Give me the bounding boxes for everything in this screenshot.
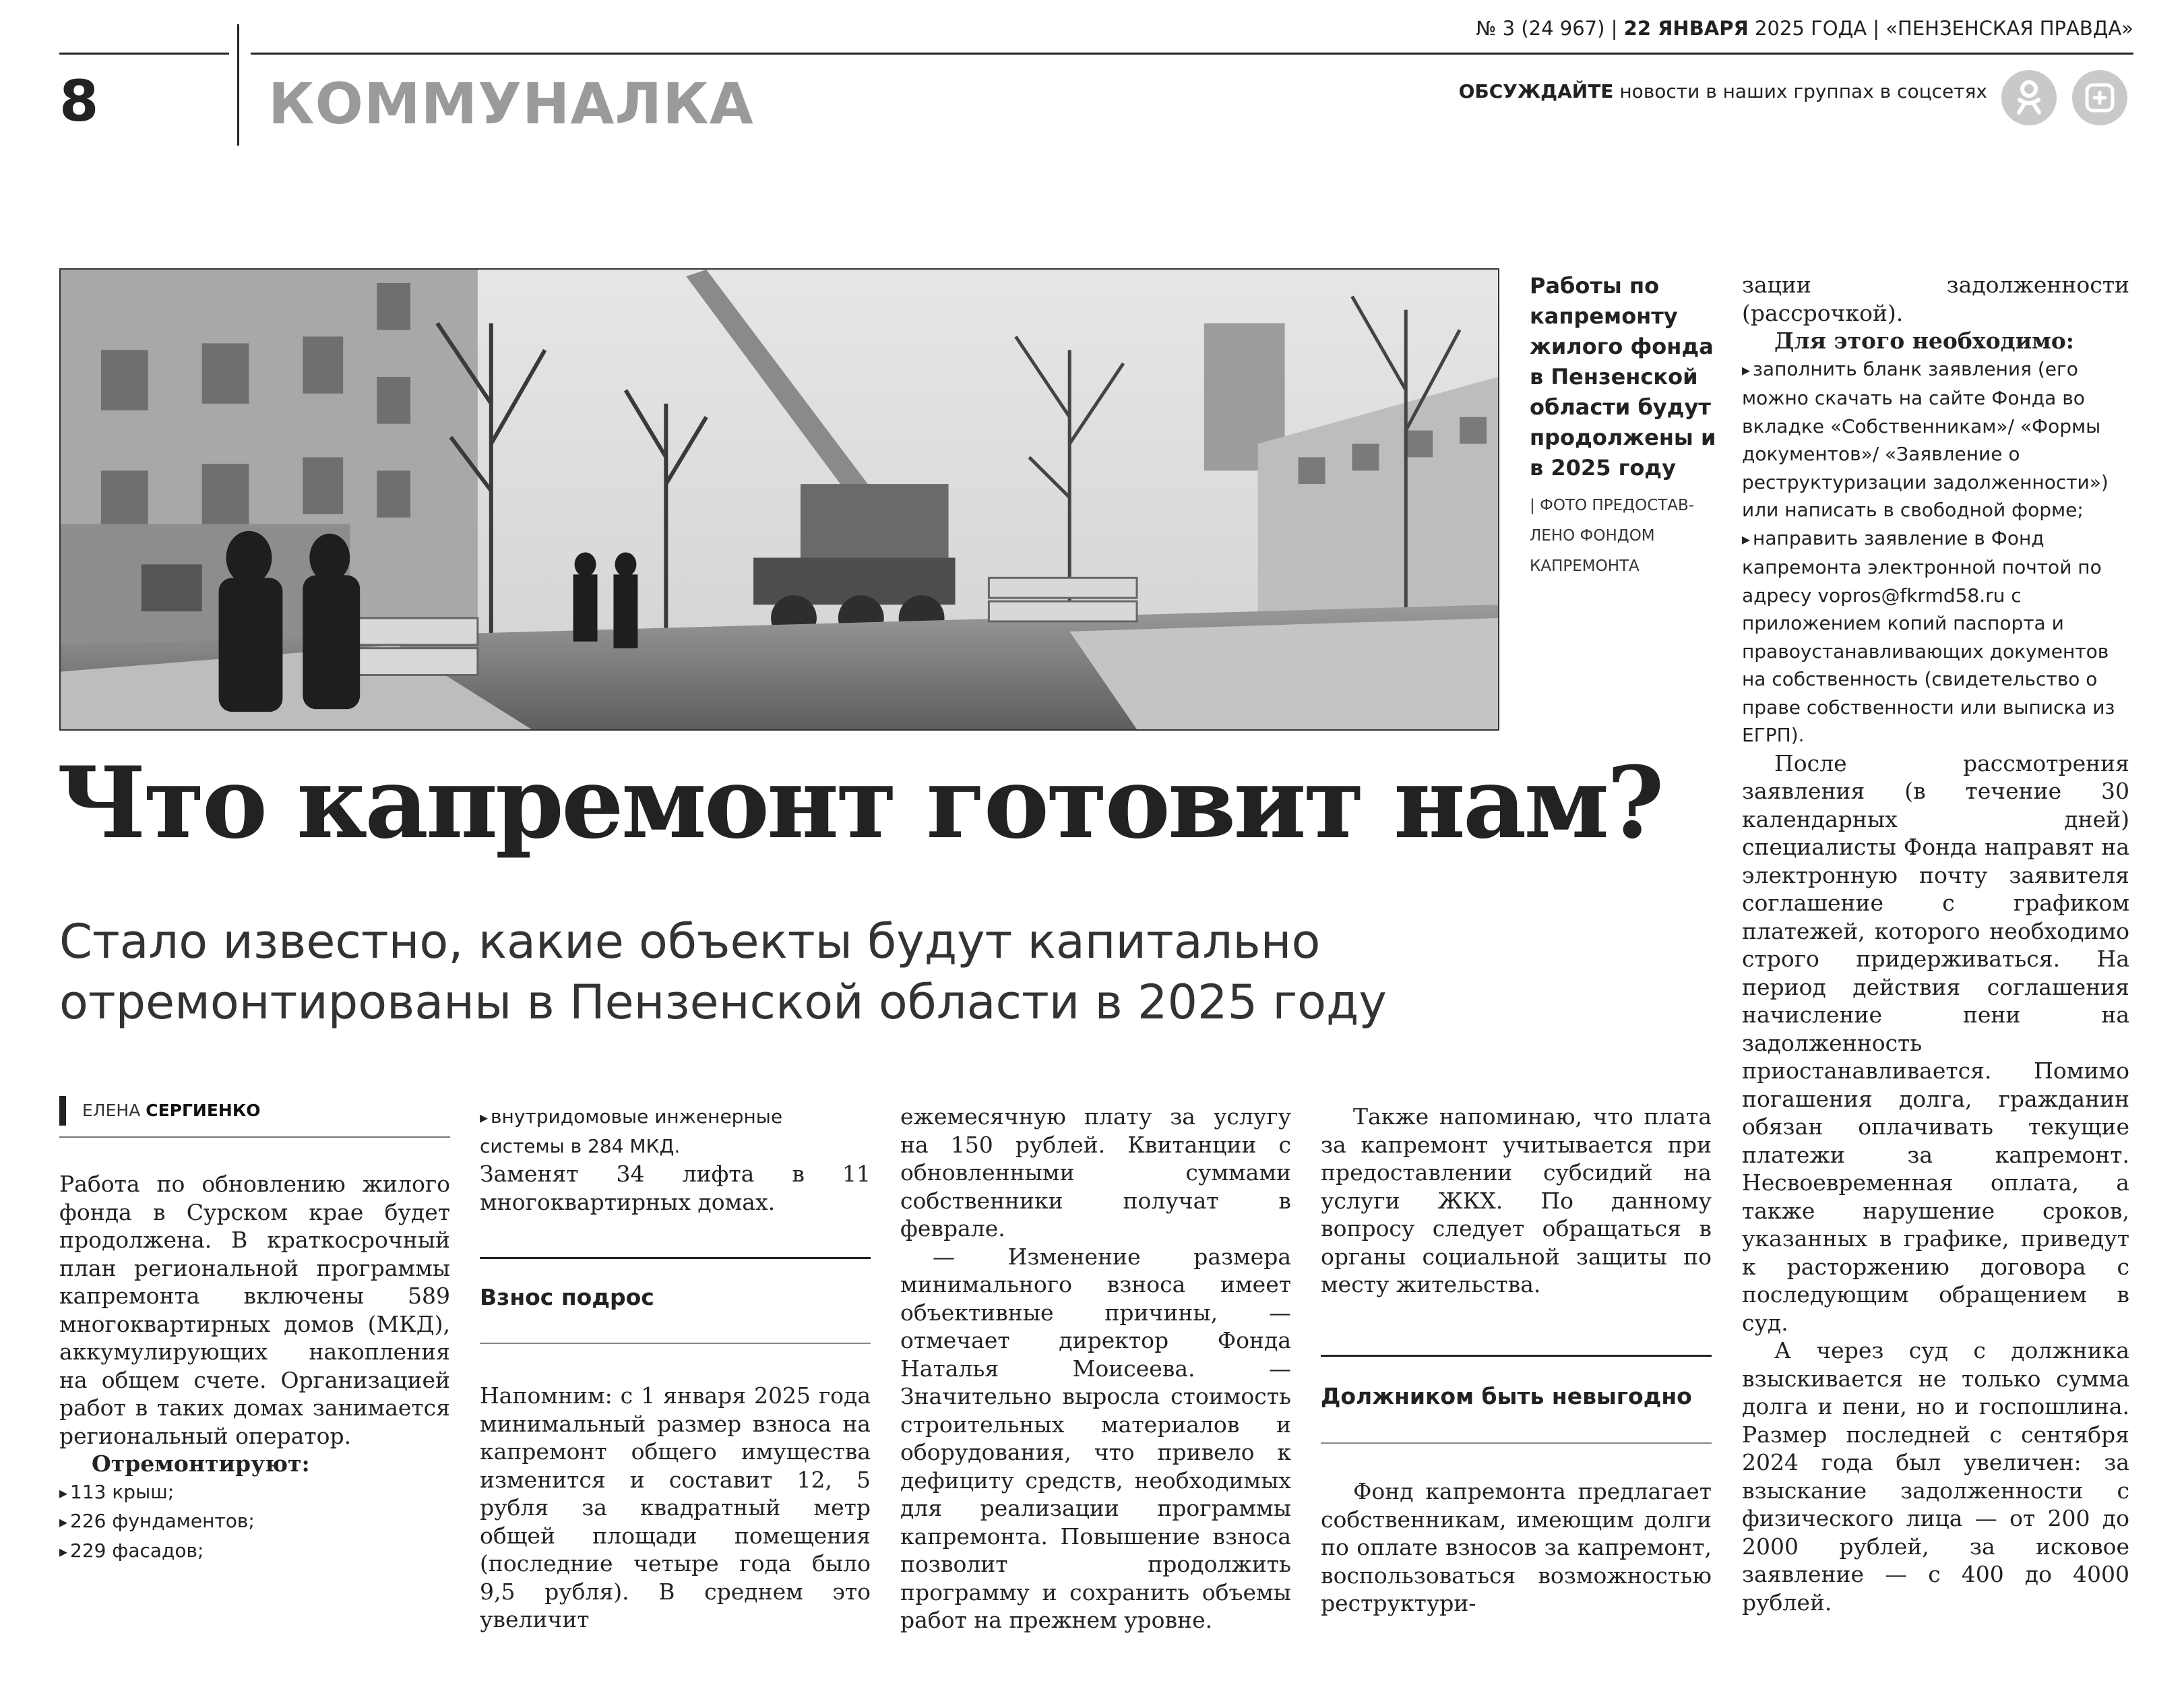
issue-info — [1476, 19, 2133, 38]
issue-number: № 3 (24 967) | — [1476, 17, 1624, 40]
vk-icon[interactable] — [2072, 70, 2127, 125]
paragraph: зации задолженности (рассрочкой). — [1742, 272, 2129, 326]
header-rule-right — [251, 53, 2133, 55]
section-rule-bottom — [480, 1343, 871, 1344]
paragraph: ежемесячную плату за услугу на 150 рублей. Квитанции с обновленными суммами собственники получат в феврале. — [900, 1103, 1291, 1242]
photo-caption: Работы по капремонту жилого фонда в Пензенской области будут продолжены и в 2025 году — [1530, 273, 1716, 481]
author-last-name: СЕРГИЕНКО — [146, 1101, 261, 1120]
headline: Что капремонт готовит нам? — [57, 745, 1662, 861]
discuss-line — [1459, 82, 1987, 101]
article-column-2-cont — [480, 1382, 871, 1634]
article-column-1 — [59, 1170, 450, 1566]
section-title-dolzhnik: Должником быть невыгодно — [1321, 1383, 1692, 1409]
list-item: ▸ 226 фундаментов; — [59, 1507, 450, 1537]
paragraph: Фонд капремонта предлагает собственникам, имеющим долги по оплате взносов за капремонт, воспользоваться возможностью реструктури- — [1321, 1478, 1712, 1616]
section-rule-top — [1321, 1355, 1712, 1357]
paragraph: Заменят 34 лифта в 11 многоквартирных домах. — [480, 1161, 871, 1215]
header-rule-left — [59, 53, 229, 55]
section-title-vznos: Взнос подрос — [480, 1284, 654, 1310]
discuss-text: новости в наших группах в соцсетях — [1613, 80, 1987, 102]
paragraph: — Изменение размера минимального взноса имеет объективные причины, — отмечает директор Фонда Наталья Моисеева. — Значительно выросла стоимость строительных материалов и оборудования, что привело к дефициту средств, необходимых для реализации программы капремонта. Повышение взноса позволит продолжить программу и сохранить объемы работ на прежнем уровне. — [900, 1243, 1291, 1633]
list-item: ▸ направить заявление в Фонд капремонта электронной почтой по адресу vopros@fkrmd58.ru с приложением копий паспорта и правоустанавливающих документов на собственность (свидетельство о праве собственности или выписка из ЕГРП). — [1742, 524, 2129, 749]
paragraph: Также напоминаю, что плата за капремонт учитывается при предоставлении субсидий на услуги ЖКХ. По данному вопросу следует обращаться в органы социальной защиты по месту жительства. — [1321, 1103, 1712, 1297]
subheadline: Стало известно, какие объекты будут капитально отремонтированы в Пензенской области в 2025 году — [59, 914, 1387, 1030]
odnoklassniki-icon[interactable] — [2001, 70, 2057, 125]
byline — [59, 1096, 261, 1126]
article-column-2 — [480, 1103, 871, 1216]
article-column-3 — [900, 1103, 1291, 1634]
paragraph: А через суд с должника взыскивается не только сумма долга и пени, но и госпошлина. Размер последней с сентября 2024 года был увеличен: за взыскание задолженности с физического лица — от 200 до 2000 рублей, за исковое заявление — с 400 до 4000 рублей. — [1742, 1337, 2129, 1616]
list-lead: Отремонтируют: — [92, 1450, 310, 1477]
article-column-5 — [1742, 271, 2129, 1616]
discuss-bold: ОБСУЖДАЙТЕ — [1458, 80, 1614, 102]
list-item: ▸ 113 крыш; — [59, 1478, 450, 1508]
paragraph: Напомним: с 1 января 2025 года минимальный размер взноса на капремонт общего имущества изменится и составит 12, 5 рубля за квадратный метр общей площади помещения (последние четыре года было 9,5 рубля). В среднем это увеличит — [480, 1382, 871, 1632]
photo-credit: | ФОТО ПРЕДОСТАВ-ЛЕНО ФОНДОМ КАПРЕМОНТА — [1530, 497, 1695, 575]
section-rule-top — [480, 1257, 871, 1259]
list-item: ▸ 229 фасадов; — [59, 1537, 450, 1566]
page-number: 8 — [59, 68, 99, 134]
article-column-4-cont — [1321, 1477, 1712, 1618]
paragraph: После рассмотрения заявления (в течение 30 календарных дней) специалисты Фонда направят на электронную почту заявителя соглашение с графиком платежей, которого необходимо строго придерживаться. На период действия соглашения начисление пени на задолженность приостанавливается. Помимо погашения долга, гражданин обязан оплачивать текущие платежи за капремонт. Несвоевременная оплата, а также нарушение сроков, указанных в графике, приведут к расторжению договора с последующим обращением в суд. — [1742, 749, 2129, 1336]
rubric-title: КОММУНАЛКА — [268, 71, 754, 137]
list-item: ▸ заполнить бланк заявления (его можно скачать на сайте Фонда во вкладке «Собственникам»/ «Формы документов»/ «Заявление о реструктуризации задолженности») или написать в свободной форме; — [1742, 355, 2129, 524]
issue-year-paper: 2025 ГОДА | «ПЕНЗЕНСКАЯ ПРАВДА» — [1748, 17, 2133, 40]
byline-rule — [59, 1136, 450, 1138]
author-first-name: ЕЛЕНА — [82, 1101, 146, 1120]
section-rule-bottom — [1321, 1442, 1712, 1444]
list-item: ▸ внутридомовые инженерные системы в 284 МКД. — [480, 1103, 871, 1160]
article-column-4 — [1321, 1103, 1712, 1299]
header-vertical-rule — [237, 24, 239, 146]
paragraph: Работа по обновлению жилого фонда в Сурском крае будет продолжена. В краткосрочный план региональной программы капремонта включены 589 многоквартирных домов (МКД), аккумулирующих накопления на общем счете. Организацией работ в таких домах занимается региональный оператор. — [59, 1171, 450, 1449]
article-photo — [59, 268, 1499, 731]
issue-date: 22 ЯНВАРЯ — [1623, 17, 1749, 40]
list-lead: Для этого необходимо: — [1774, 328, 2074, 354]
